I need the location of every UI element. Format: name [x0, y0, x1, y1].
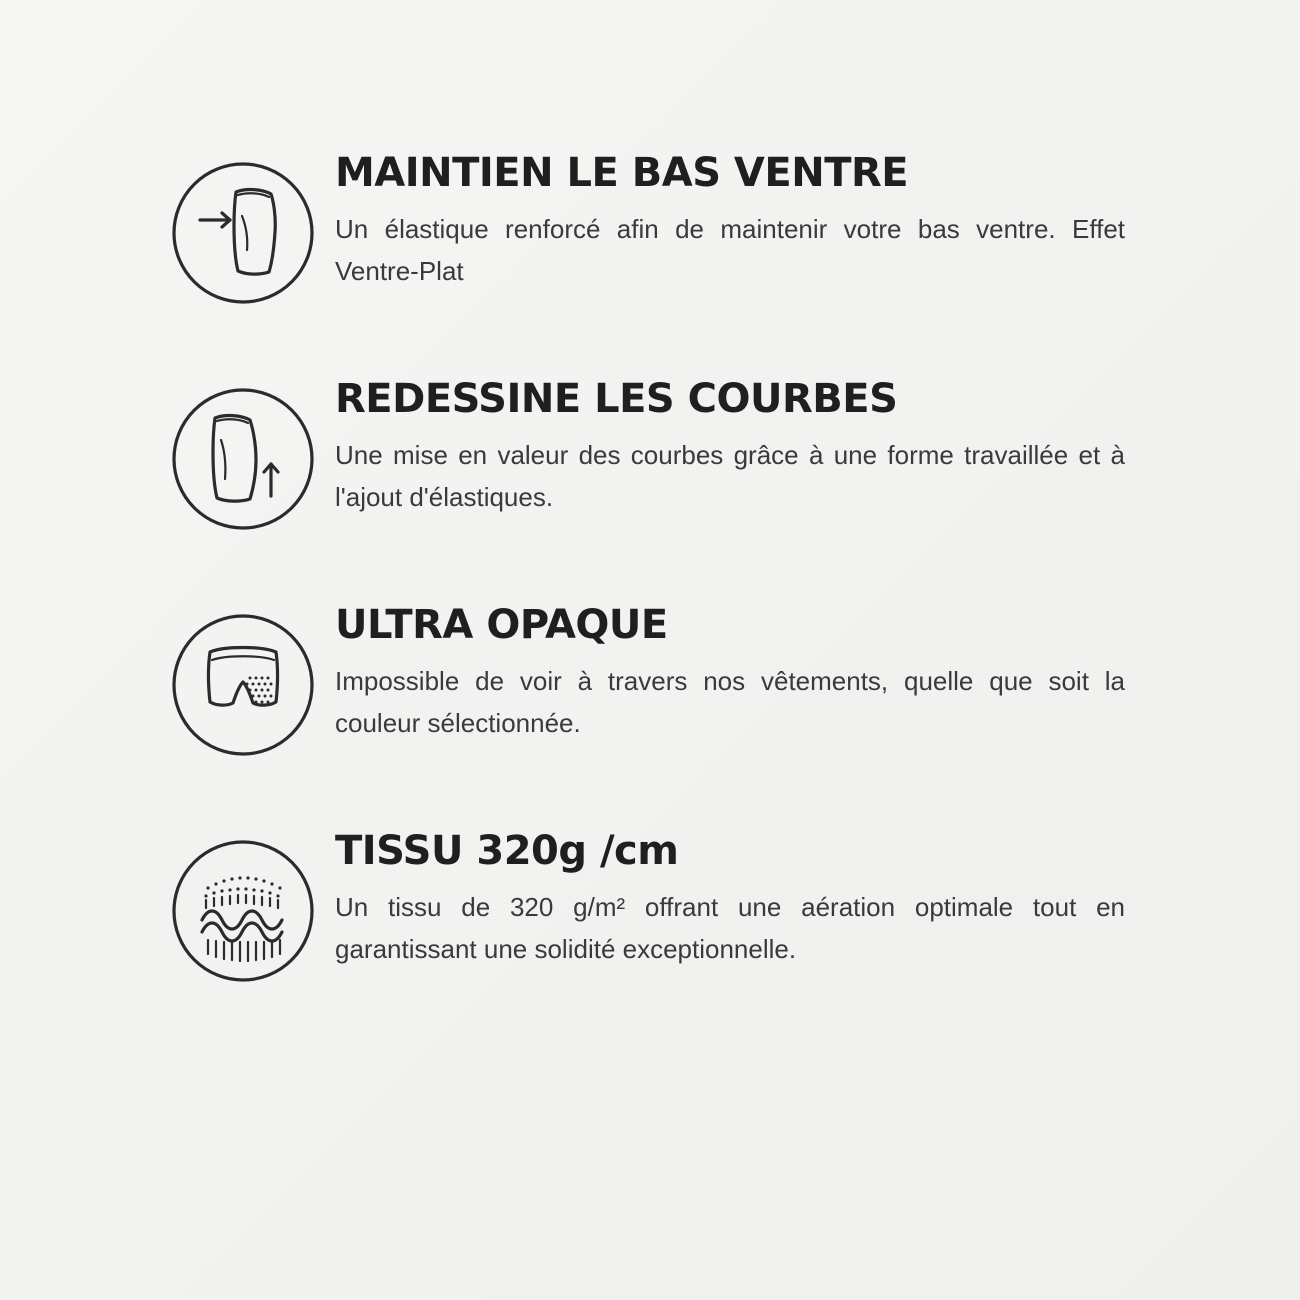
shorts-curve-shaping-icon: [168, 384, 318, 534]
feature-title: ULTRA OPAQUE: [335, 602, 668, 648]
feature-icon-container: [150, 150, 335, 308]
feature-description: Impossible de voir à travers nos vêtements, quelle que soit la couleur sélectionnée.: [335, 666, 1125, 739]
feature-description: Une mise en valeur des courbes grâce à une forme travaillée et à l'ajout d'élastiques.: [335, 440, 1125, 513]
feature-icon-container: [150, 828, 335, 986]
feature-text-container: [335, 376, 1125, 518]
feature-icon-container: [150, 602, 335, 760]
feature-title: MAINTIEN LE BAS VENTRE: [335, 150, 909, 196]
feature-text-container: [335, 828, 1125, 970]
feature-description: Un élastique renforcé afin de maintenir votre bas ventre. Effet Ventre-Plat: [335, 214, 1125, 287]
feature-item-redessine-les-courbes: [150, 376, 1160, 534]
feature-description: Un tissu de 320 g/m² offrant une aération optimale tout en garantissant une solidité exceptionnelle.: [335, 892, 1125, 965]
feature-title: REDESSINE LES COURBES: [335, 376, 898, 422]
feature-text-container: [335, 602, 1125, 744]
feature-item-ultra-opaque: [150, 602, 1160, 760]
feature-text-container: [335, 150, 1125, 292]
fabric-weave-icon: [168, 836, 318, 986]
feature-item-maintien-bas-ventre: [150, 150, 1160, 308]
feature-icon-container: [150, 376, 335, 534]
feature-item-tissu-320g: [150, 828, 1160, 986]
shorts-opacity-icon: [168, 610, 318, 760]
shorts-waist-support-icon: [168, 158, 318, 308]
feature-title: TISSU 320g /cm: [335, 828, 679, 874]
